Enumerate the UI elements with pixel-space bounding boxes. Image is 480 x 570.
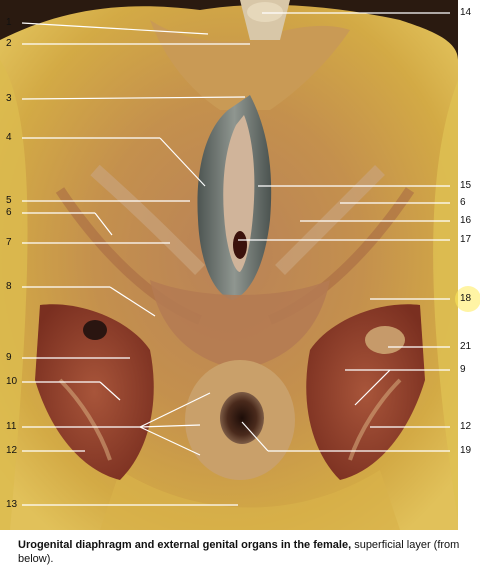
- caption-title: Urogenital diaphragm and external genital organs in the female,: [18, 539, 352, 551]
- label-9-right: 9: [460, 364, 466, 375]
- label-16: 16: [460, 215, 472, 226]
- label-19: 19: [460, 445, 472, 456]
- figure-caption: [18, 538, 468, 566]
- label-7: 7: [6, 237, 12, 248]
- label-11: 11: [6, 421, 17, 432]
- label-10: 10: [6, 376, 18, 387]
- label-4: 4: [6, 132, 12, 143]
- label-18: 18: [460, 293, 472, 304]
- label-9-left: 9: [6, 352, 12, 363]
- label-12-left: 12: [6, 445, 18, 456]
- label-3: 3: [6, 93, 12, 104]
- label-17: 17: [460, 234, 472, 245]
- label-13: 13: [6, 499, 18, 510]
- label-6-left: 6: [6, 207, 12, 218]
- label-12-right: 12: [460, 421, 472, 432]
- label-15: 15: [460, 180, 472, 191]
- label-21: 21: [460, 341, 472, 352]
- label-2: 2: [6, 38, 12, 49]
- label-8: 8: [6, 281, 12, 292]
- label-6-right: 6: [460, 197, 466, 208]
- label-1: 1: [6, 17, 12, 28]
- label-5: 5: [6, 195, 12, 206]
- label-14: 14: [460, 7, 472, 18]
- caption-rest: superficial layer (from below).: [18, 539, 460, 565]
